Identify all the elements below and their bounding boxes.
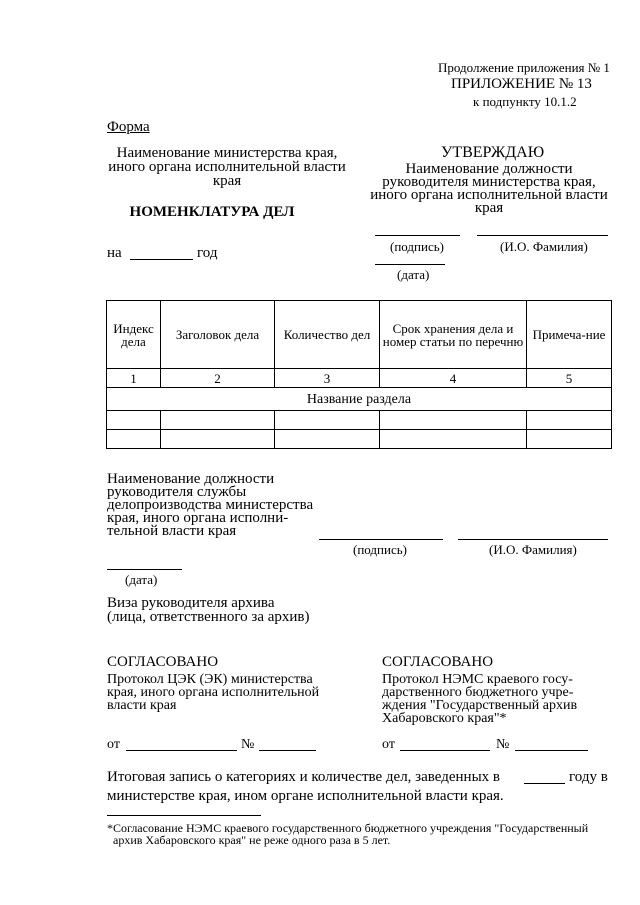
agreed-right-protocol-block: [382, 673, 577, 725]
table-cell: [275, 411, 380, 430]
table-row: [107, 411, 612, 430]
records-head-line: Наименование должности: [107, 471, 275, 487]
approval-fio-line: [477, 235, 608, 236]
nomenclature-table: [106, 300, 612, 449]
table-cell: [161, 430, 275, 449]
table-number-row: [107, 369, 612, 388]
records-head-fio-line: [458, 539, 608, 540]
number-cell: 1: [107, 369, 161, 388]
table-cell: [380, 411, 527, 430]
table-cell: [161, 411, 275, 430]
archive-visa-block: [107, 596, 310, 624]
agreed-left-from: от: [107, 737, 120, 752]
agreed-right-date-line: [400, 750, 490, 751]
final-record-year-line: [524, 783, 565, 784]
records-head-date-line: [107, 569, 182, 570]
final-record-line1-end: году в: [569, 769, 608, 785]
year-prefix: на: [107, 245, 122, 261]
agreed-right-heading: СОГЛАСОВАНО: [382, 654, 494, 670]
org-name-line: Наименование министерства края,: [116, 145, 338, 161]
records-head-date-caption: (дата): [125, 572, 158, 587]
number-cell: 2: [161, 369, 275, 388]
agreed-left-line: Протокол ЦЭК (ЭК) министерства: [107, 672, 313, 687]
agreed-left-number-line: [259, 750, 316, 751]
table-row: [107, 430, 612, 449]
approval-date-caption: (дата): [397, 267, 430, 282]
records-head-line: делопроизводства министерства: [107, 497, 314, 513]
approval-line: иного органа исполнительной власти: [370, 187, 608, 203]
appendix-title: ПРИЛОЖЕНИЕ № 13: [451, 76, 592, 92]
approval-signature-caption: (подпись): [390, 239, 444, 254]
year-field-line: [130, 259, 193, 260]
records-head-line: тельной власти края: [107, 523, 237, 539]
table-cell: [527, 411, 612, 430]
appendix-subpoint: к подпункту 10.1.2: [473, 94, 577, 109]
approval-date-line: [375, 264, 445, 265]
agreed-right-line: дарственного бюджетного учре-: [382, 685, 574, 700]
number-cell: 4: [380, 369, 527, 388]
records-head-line: края, иного органа исполни-: [107, 510, 289, 526]
form-label: Форма: [107, 119, 150, 135]
footnote-line: архив Хабаровского края" не реже одного раза в 5 лет.: [113, 833, 391, 847]
agreed-left-heading: СОГЛАСОВАНО: [107, 654, 219, 670]
agreed-left-date-line: [126, 750, 237, 751]
table-cell: [380, 430, 527, 449]
table-section-row: [107, 388, 612, 411]
records-head-fio-caption: (И.О. Фамилия): [489, 542, 577, 557]
final-record-line1-start: Итоговая запись о категориях и количестве дел, заведенных в: [107, 769, 500, 785]
org-name-line: иного органа исполнительной власти: [108, 159, 346, 175]
footnote-separator: [107, 815, 261, 816]
org-name-line: края: [212, 173, 242, 189]
archive-visa-line: (лица, ответственного за архив): [107, 609, 310, 625]
table-cell: [275, 430, 380, 449]
records-head-signature-line: [319, 539, 443, 540]
section-name-cell: Название раздела: [107, 388, 612, 411]
number-cell: 3: [275, 369, 380, 388]
header-cell-index: Индекс дела: [107, 301, 161, 369]
final-record-line2: министерстве края, ином органе исполнительной власти края.: [107, 788, 504, 804]
table-cell: [527, 430, 612, 449]
header-cell-title: Заголовок дела: [161, 301, 275, 369]
approval-line: руководителя министерства края,: [382, 174, 596, 190]
agreed-right-number-line: [515, 750, 588, 751]
records-head-line: руководителя службы: [107, 484, 247, 500]
footnote-line: *Согласование НЭМС краевого государственного бюджетного учреждения "Государственный: [107, 821, 589, 835]
archive-visa-line: Виза руководителя архива: [107, 595, 275, 611]
approval-line: края: [474, 200, 504, 216]
agreed-left-line: края, иного органа исполнительной: [107, 685, 320, 700]
number-cell: 5: [527, 369, 612, 388]
agreed-right-number-sign: №: [496, 737, 510, 752]
approval-heading: УТВЕРЖДАЮ: [441, 144, 545, 161]
records-head-position-block: [107, 473, 313, 538]
footnote-block: [107, 822, 588, 846]
table-cell: [107, 411, 161, 430]
table-cell: [107, 430, 161, 449]
approval-position-block: [370, 163, 608, 215]
agreed-right-line: ждения "Государственный архив: [382, 698, 578, 713]
agreed-left-line: власти края: [107, 698, 177, 713]
agreed-right-line: Хабаровского края"*: [382, 711, 507, 726]
document-title: НОМЕНКЛАТУРА ДЕЛ: [129, 204, 295, 220]
approval-line: Наименование должности: [405, 161, 573, 177]
header-cell-count: Количество дел: [275, 301, 380, 369]
year-suffix: год: [197, 245, 218, 261]
agreed-right-line: Протокол НЭМС краевого госу-: [382, 672, 573, 687]
agreed-left-number-sign: №: [241, 737, 255, 752]
approval-signature-line: [375, 235, 460, 236]
agreed-left-protocol-block: [107, 673, 319, 712]
continuation-label: Продолжение приложения № 1: [438, 60, 610, 75]
records-head-signature-caption: (подпись): [353, 542, 407, 557]
approval-fio-caption: (И.О. Фамилия): [500, 239, 588, 254]
header-cell-note: Примеча-ние: [527, 301, 612, 369]
header-cell-retention: Срок хранения дела и номер статьи по перечню: [380, 301, 527, 369]
table-header-row: [107, 301, 612, 369]
agreed-right-from: от: [382, 737, 395, 752]
org-name-block: [108, 146, 346, 188]
